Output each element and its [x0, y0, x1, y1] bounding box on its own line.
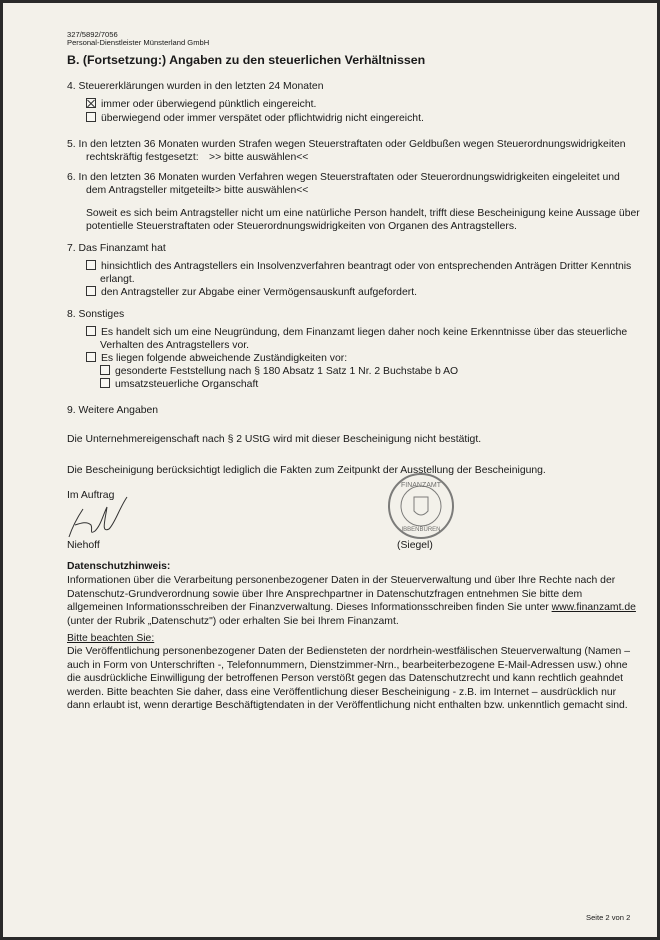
checkbox[interactable] — [86, 326, 96, 336]
handwritten-signature — [61, 495, 131, 545]
option-text: überwiegend oder immer verspätet oder pflichtwidrig nicht eingereicht. — [101, 113, 424, 124]
notice-line: werden. Bitte beachten Sie daher, dass eine Veröffentlichung dieser Bescheinigung - z.B. im Internet – ausdrücklich nur — [67, 687, 617, 698]
checkbox[interactable] — [100, 365, 110, 375]
item-5-select[interactable]: >> bitte auswählen<< — [209, 152, 309, 163]
seal-label: (Siegel) — [397, 540, 433, 551]
option-text: Es liegen folgende abweichende Zuständigkeiten vor: — [101, 353, 348, 364]
item-8-sub-1 — [100, 365, 458, 378]
document-page — [3, 3, 657, 937]
option-text: Es handelt sich um eine Neugründung, dem Finanzamt liegen daher noch keine Erkenntnisse über das steuerliche — [101, 327, 628, 338]
checkbox[interactable] — [86, 286, 96, 296]
checkbox-checked[interactable] — [86, 98, 96, 108]
item-4-label: 4. Steuererklärungen wurden in den letzten 24 Monaten — [67, 81, 324, 92]
item-6-note-1: Soweit es sich beim Antragsteller nicht um eine natürliche Person handelt, trifft diese Bescheinigung keine Aussage über — [86, 208, 640, 219]
item-7-option-1-cont: erlangt. — [100, 274, 135, 285]
item-6-line-1: 6. In den letzten 36 Monaten wurden Verfahren wegen Steuerstraftaten oder Steuerordnungswidrigkeiten eingeleitet und — [67, 172, 620, 183]
notice-line: Die Veröffentlichung personenbezogener Daten der Bediensteten der nordrhein-westfälischen Steuerverwaltung (Namen – — [67, 646, 630, 657]
item-7-option-1 — [86, 260, 631, 273]
item-6-line-2: dem Antragsteller mitgeteilt: — [86, 185, 215, 196]
item-9-label: 9. Weitere Angaben — [67, 405, 159, 416]
item-8-option-1-cont: Verhalten des Antragstellers vor. — [100, 340, 250, 351]
finanzamt-link[interactable]: www.finanzamt.de — [551, 602, 636, 613]
option-text: hinsichtlich des Antragstellers ein Insolvenzverfahren beantragt oder von entsprechenden Anträgen Dritter Kenntnis — [101, 261, 632, 272]
option-text: immer oder überwiegend pünktlich eingereicht. — [101, 99, 317, 110]
section-title: B. (Fortsetzung:) Angaben zu den steuerlichen Verhältnissen — [67, 53, 426, 67]
privacy-text: allgemeinen Informationsschreiben der Finanzverwaltung. Dieses Informationsschreiben finden Sie unter — [67, 602, 549, 613]
item-4-option-1 — [86, 98, 316, 111]
svg-text:IBBENBÜREN: IBBENBÜREN — [401, 527, 441, 533]
privacy-line: Informationen über die Verarbeitung personenbezogener Daten in der Steuerverwaltung und über Ihre Rechte nach der — [67, 575, 616, 586]
item-7-label: 7. Das Finanzamt hat — [67, 243, 166, 254]
item-8-option-2 — [86, 352, 347, 365]
item-4-option-2 — [86, 112, 424, 125]
notice-line: die ausdrückliche Einwilligung der betroffenen Person verstößt gegen das Datenschutzrecht und kann rechtlich geahndet — [67, 673, 624, 684]
checkbox[interactable] — [100, 378, 110, 388]
privacy-line: Datenschutz-Grundverordnung sowie über Ihre Ansprechpartner in Datenschutzfragen entnehmen Sie bitte dem — [67, 589, 583, 600]
item-6-select[interactable]: >> bitte auswählen<< — [209, 185, 309, 196]
statement-facts: Die Bescheinigung berücksichtigt lediglich die Fakten zum Zeitpunkt der Ausstellung der Bescheinigung. — [67, 465, 546, 476]
privacy-line — [67, 601, 636, 614]
item-6-note-2: potentielle Steuerstraftaten oder Steuerordnungswidrigkeiten von Organen des Antragstellers. — [86, 221, 517, 232]
item-8-option-1 — [86, 326, 627, 339]
checkbox[interactable] — [86, 352, 96, 362]
item-8-sub-2 — [100, 378, 258, 391]
privacy-heading: Datenschutzhinweis: — [67, 561, 171, 572]
im-auftrag: Im Auftrag — [67, 490, 115, 501]
notice-line: dann erlaubt ist, wenn derartige Beschäftigtendaten in der Veröffentlichung nicht enthalten bzw. unkenntlich gemacht sind. — [67, 700, 628, 711]
official-seal — [388, 473, 454, 539]
item-8-label: 8. Sonstiges — [67, 309, 125, 320]
option-text: umsatzsteuerliche Organschaft — [115, 379, 259, 390]
notice-heading: Bitte beachten Sie: — [67, 633, 155, 644]
item-5-line-1: 5. In den letzten 36 Monaten wurden Strafen wegen Steuerstraftaten oder Geldbußen wegen Steuerordnungswidrigkeiten — [67, 139, 626, 150]
checkbox[interactable] — [86, 112, 96, 122]
checkbox[interactable] — [86, 260, 96, 270]
statement-ustg: Die Unternehmereigenschaft nach § 2 UStG wird mit dieser Bescheinigung nicht bestätigt. — [67, 434, 482, 445]
item-5-line-2: rechtskräftig festgesetzt: — [86, 152, 199, 163]
tax-number: 327/5892/7056 — [67, 30, 118, 39]
option-text: gesonderte Feststellung nach § 180 Absatz 1 Satz 1 Nr. 2 Buchstabe b AO — [115, 366, 459, 377]
item-7-option-2 — [86, 286, 417, 299]
company-name: Personal-Dienstleister Münsterland GmbH — [67, 38, 210, 47]
page-number: Seite 2 von 2 — [586, 913, 631, 922]
option-text: den Antragsteller zur Abgabe einer Vermögensauskunft aufgefordert. — [101, 287, 417, 298]
notice-line: auch in Form von Unterschriften -, Telefonnummern, Dienstzimmer-Nrn., bearbeiterbezogene E-Mail-Adressen usw.) ohne — [67, 660, 628, 671]
privacy-line: (unter der Rubrik „Datenschutz") oder erhalten Sie bei Ihrem Finanzamt. — [67, 616, 399, 627]
signer-name: Niehoff — [67, 540, 100, 551]
svg-text:FINANZAMT: FINANZAMT — [400, 482, 442, 489]
